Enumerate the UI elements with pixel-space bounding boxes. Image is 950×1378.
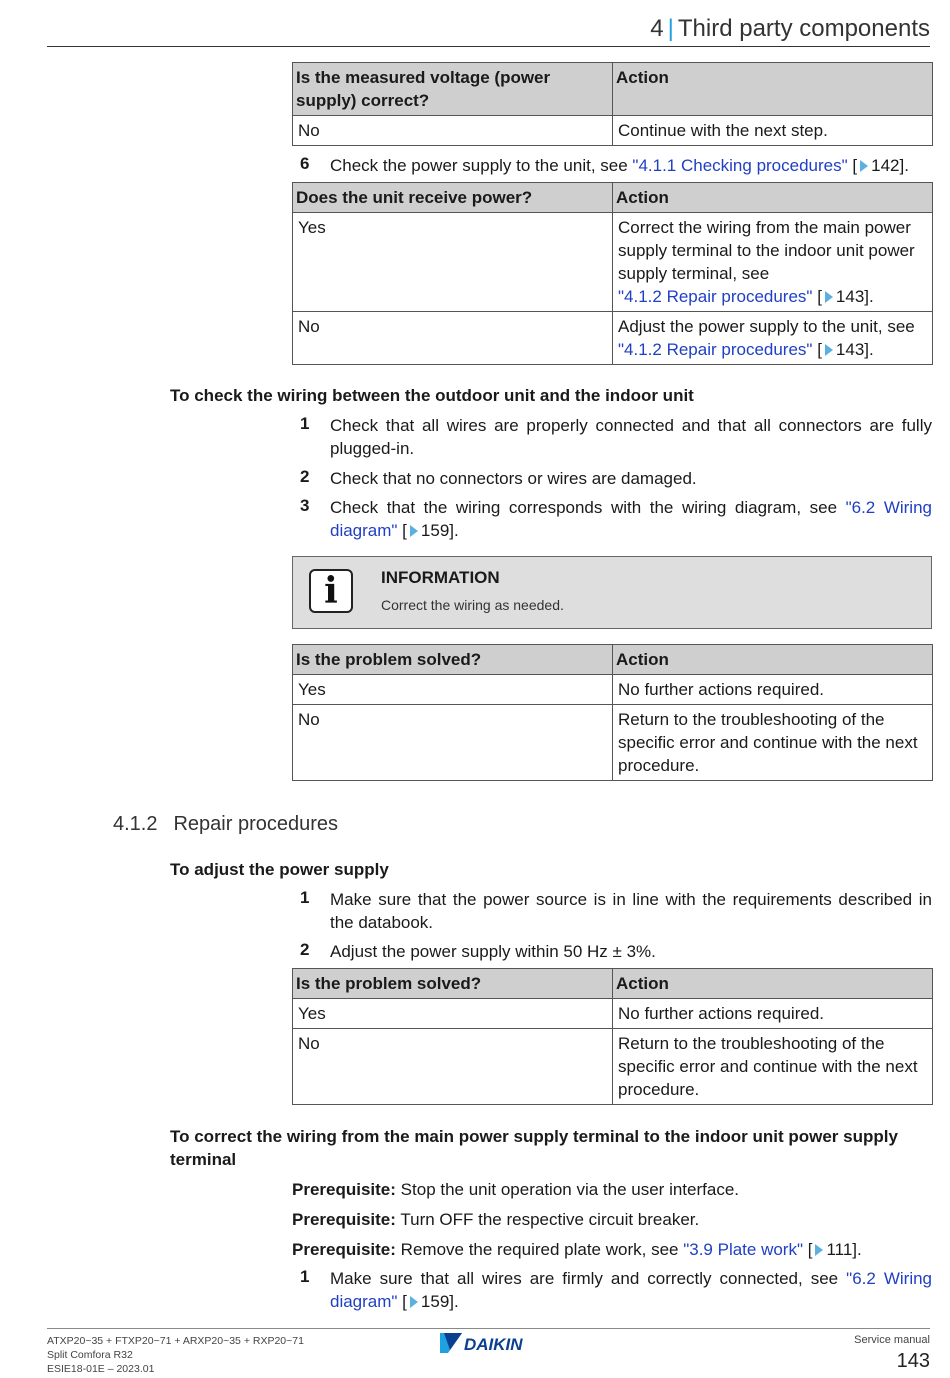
svg-text:DAIKIN: DAIKIN	[464, 1335, 523, 1354]
problem-solved-table	[292, 968, 933, 1105]
table-row: No Continue with the next step.	[293, 116, 933, 146]
link-repair-procedures[interactable]: "4.1.2 Repair procedures"	[618, 287, 813, 306]
header-rule	[47, 46, 930, 47]
info-body: Correct the wiring as needed.	[381, 597, 564, 613]
table-row: No Return to the troubleshooting of the specific error and continue with the next procedure.	[293, 1029, 933, 1105]
link-repair-procedures[interactable]: "4.1.2 Repair procedures"	[618, 340, 813, 359]
step-text: Check that all wires are properly connected and that all connectors are fully plugged-in.	[330, 416, 932, 458]
footer-rule	[47, 1328, 930, 1329]
page-arrow-icon	[815, 1244, 823, 1256]
power-table	[292, 182, 933, 365]
subheading-adjust-power: To adjust the power supply	[170, 860, 389, 879]
step-number: 1	[300, 414, 310, 433]
footer-model-info: ATXP20~35 + FTXP20~71 + ARXP20~35 + RXP20~71 Split Comfora R32 ESIE18-01E – 2023.01	[47, 1335, 304, 1375]
table-header: Action	[613, 645, 933, 675]
table-row: Yes Correct the wiring from the main power supply terminal to the indoor unit power supply terminal, see "4.1.2 Repair procedures" [ 143].	[293, 213, 933, 312]
table-header: Action	[613, 969, 933, 999]
link-wiring-diagram[interactable]: "6.2 Wiring diagram"	[330, 1269, 933, 1311]
info-icon: i	[309, 569, 353, 613]
link-wiring-diagram[interactable]: "6.2 Wiring diagram"	[330, 498, 932, 540]
table-header: Is the problem solved?	[293, 969, 613, 999]
prerequisite: Prerequisite: Remove the required plate work, see "3.9 Plate work" [ 111].	[292, 1240, 862, 1259]
daikin-logo	[440, 1333, 540, 1355]
section-heading: 4.1.2 Repair procedures	[113, 813, 339, 835]
subheading-check-wiring: To check the wiring between the outdoor unit and the indoor unit	[170, 386, 694, 405]
table-row: No Return to the troubleshooting of the specific error and continue with the next procedure.	[293, 705, 933, 781]
chapter-title: 4 | Third party components	[650, 15, 930, 42]
table-header: Is the problem solved?	[293, 645, 613, 675]
subheading-correct-wiring: To correct the wiring from the main power supply terminal to the indoor unit power supply terminal	[170, 1127, 898, 1169]
page-arrow-icon	[825, 291, 833, 303]
table-row: Yes No further actions required.	[293, 675, 933, 705]
step-number: 3	[300, 496, 310, 515]
step-text: Make sure that the power source is in line with the requirements described in the databook.	[330, 890, 932, 932]
step-number: 1	[300, 888, 310, 907]
step-text: Make sure that all wires are firmly and correctly connected, see "6.2 Wiring diagram" [ 159].	[330, 1269, 933, 1311]
step-text: Check that no connectors or wires are damaged.	[330, 469, 697, 488]
footer-manual-type: Service manual	[854, 1334, 930, 1346]
step-number: 2	[300, 940, 310, 959]
voltage-table	[292, 62, 933, 146]
step-number: 2	[300, 467, 310, 486]
table-header: Action	[613, 63, 933, 116]
table-header: Does the unit receive power?	[293, 183, 613, 213]
step-number: 1	[300, 1267, 310, 1286]
table-header: Is the measured voltage (power supply) correct?	[293, 63, 613, 116]
info-title: INFORMATION	[381, 568, 500, 587]
table-row: No Adjust the power supply to the unit, see "4.1.2 Repair procedures" [ 143].	[293, 312, 933, 365]
link-checking-procedures[interactable]: "4.1.1 Checking procedures"	[632, 156, 848, 175]
step-text: Adjust the power supply within 50 Hz ± 3%.	[330, 942, 656, 961]
step-number: 6	[300, 154, 310, 173]
prerequisite: Prerequisite: Stop the unit operation via the user interface.	[292, 1180, 739, 1199]
page-number: 143	[896, 1350, 930, 1372]
page-arrow-icon	[825, 344, 833, 356]
prerequisite: Prerequisite: Turn OFF the respective circuit breaker.	[292, 1210, 700, 1229]
page-arrow-icon	[860, 160, 868, 172]
table-row: Yes No further actions required.	[293, 999, 933, 1029]
link-plate-work[interactable]: "3.9 Plate work"	[683, 1240, 804, 1259]
table-header: Action	[613, 183, 933, 213]
problem-solved-table	[292, 644, 933, 781]
step-text: Check that the wiring corresponds with the wiring diagram, see "6.2 Wiring diagram" [ 159].	[330, 498, 932, 540]
step-text: Check the power supply to the unit, see "4.1.1 Checking procedures" [ 142].	[330, 156, 909, 175]
page-arrow-icon	[410, 1296, 418, 1308]
information-box	[292, 556, 932, 629]
page-arrow-icon	[410, 525, 418, 537]
